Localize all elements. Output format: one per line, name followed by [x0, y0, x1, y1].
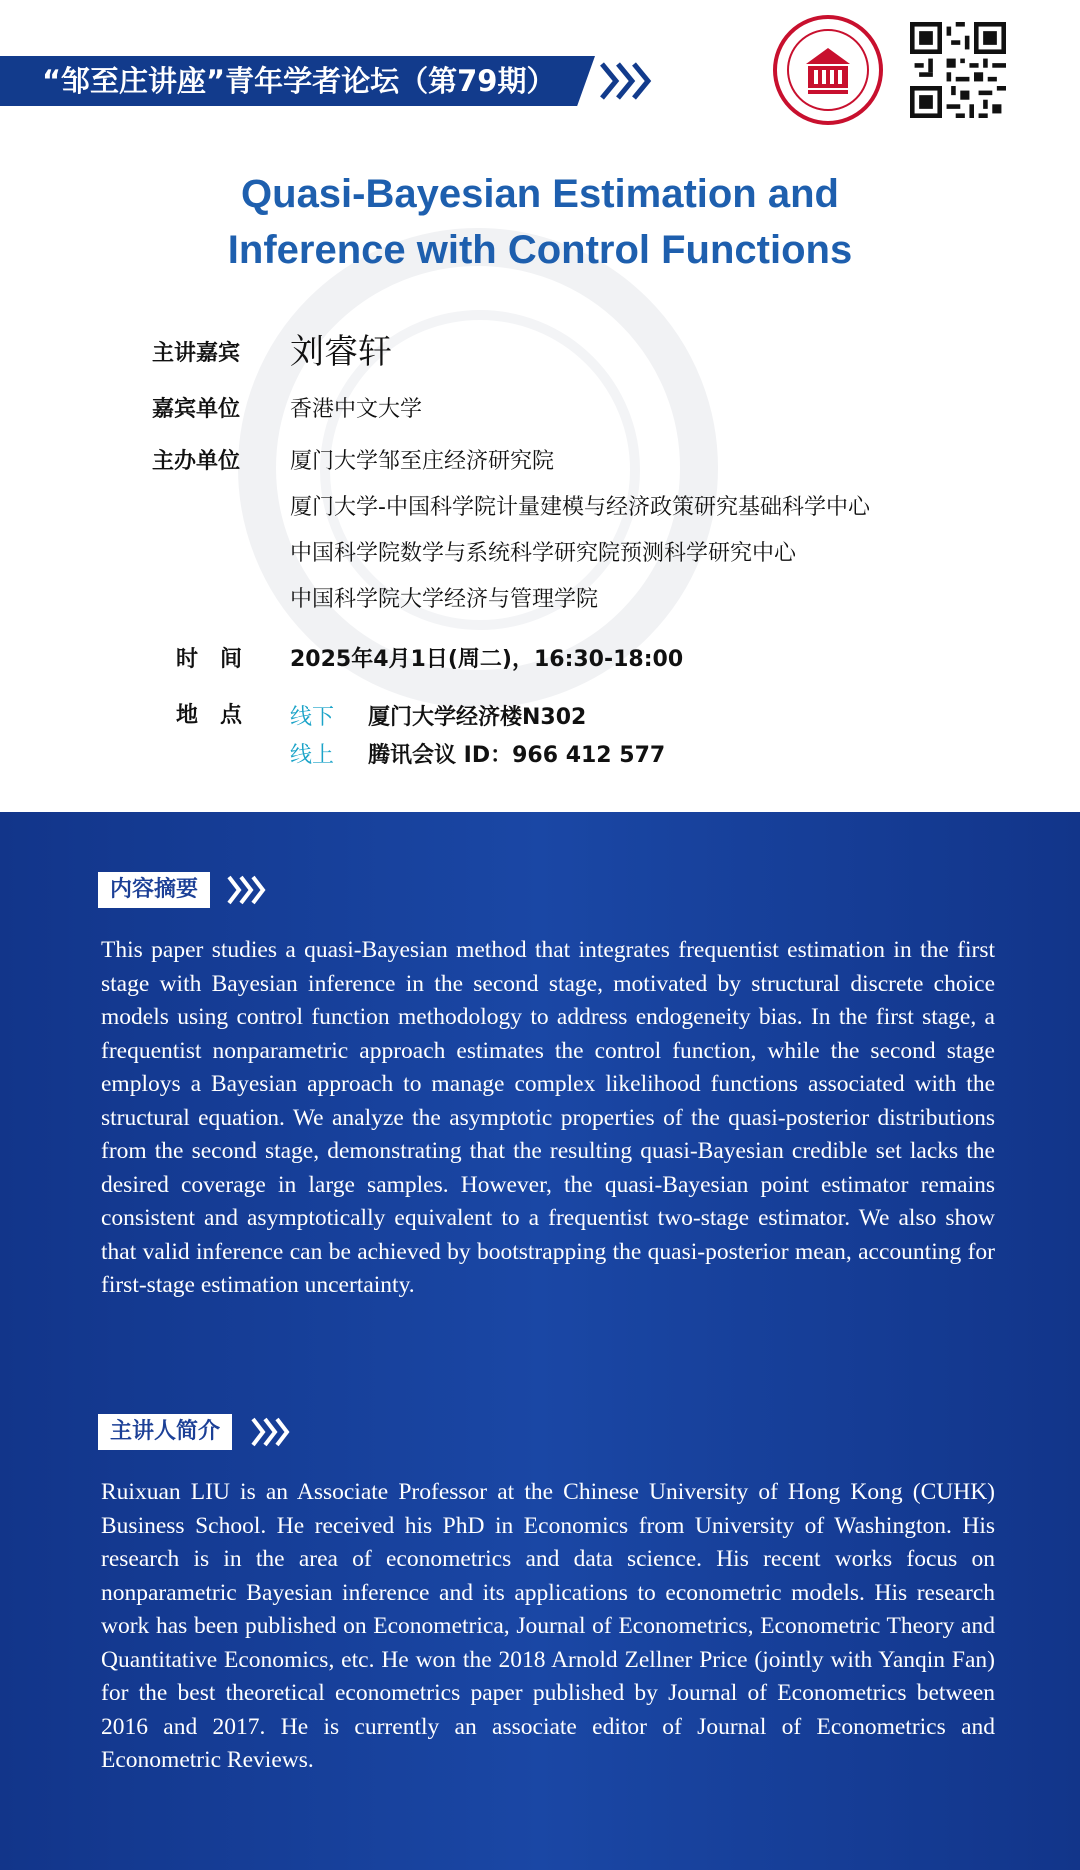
qr-code-icon [910, 22, 1006, 118]
chevron-right-icon [226, 872, 268, 908]
time-label: 时 间 [176, 647, 243, 672]
online-tag: 线上 [290, 743, 335, 768]
talk-title [0, 166, 1080, 278]
series-title: “邹至庄讲座”青年学者论坛（第79期） [42, 64, 556, 98]
speaker-name: 刘睿轩 [290, 332, 392, 372]
speaker-label: 主讲嘉宾 [152, 341, 241, 366]
offline-tag: 线下 [290, 705, 335, 730]
abstract-heading: 内容摘要 [98, 872, 210, 908]
time-value: 2025年4月1日(周二)，16:30-18:00 [290, 647, 684, 672]
poster-top-section [0, 0, 1080, 812]
place-label: 地 点 [176, 703, 243, 728]
host-item: 厦门大学-中国科学院计量建模与经济政策研究基础科学中心 [290, 495, 870, 520]
chevron-right-icon [598, 56, 658, 106]
abstract-text: This paper studies a quasi-Bayesian method that integrates frequentist estimation in the first stage with Bayesian inference in the second stage, motivated by structural discrete choice models using control function methodology to address endogeneity bias. In the first stage, a frequentist nonparametric approach estimates the control function, while the second stage employs a Bayesian approach to manage complex likelihood functions associated with the structural equation. We analyze the asymptotic properties of the quasi-posterior distributions from the second stage, demonstrating that the resulting quasi-Bayesian credible set lacks the desired coverage in large samples. However, the quasi-Bayesian point estimator remains consistent and asymptotically equivalent to a frequentist two-stage estimator. We also show that valid inference can be achieved by bootstrapping the quasi-posterior mean, accounting for first-stage estimation uncertainty. [101, 937, 995, 1298]
offline-location: 厦门大学经济楼N302 [368, 705, 587, 730]
affiliation-value: 香港中文大学 [290, 397, 423, 422]
talk-title-line2: Inference with Control Functions [227, 228, 853, 272]
bio-heading: 主讲人简介 [98, 1414, 232, 1450]
institute-seal-icon [772, 14, 884, 126]
bio-text: Ruixuan LIU is an Associate Professor at the Chinese University of Hong Kong (CUHK) Business School. He received his PhD in Economics from University of Washington. His research is in the area of econometrics and data science. His recent works focus on nonparametric Bayesian inference and its applications to econometric models. His research work has been published on Econometrica, Journal of Econometrics, Econometric Theory and Quantitative Economics, etc. He won the 2018 Arnold Zellner Price (jointly with Yanqin Fan) for the best theoretical econometrics paper published by Journal of Econometrics between 2016 and 2017. He is currently an associate editor of Journal of Econometrics and Econometric Reviews. [101, 1479, 995, 1773]
poster-bottom-section [0, 812, 1080, 1870]
host-item: 厦门大学邹至庄经济研究院 [290, 449, 555, 474]
chevron-right-icon [250, 1414, 292, 1450]
affiliation-label: 嘉宾单位 [152, 397, 241, 422]
online-meeting: 腾讯会议 ID：966 412 577 [368, 743, 666, 768]
host-item: 中国科学院数学与系统科学研究院预测科学研究中心 [290, 541, 797, 566]
host-label: 主办单位 [152, 449, 241, 474]
host-item: 中国科学院大学经济与管理学院 [290, 587, 599, 612]
talk-title-line1: Quasi-Bayesian Estimation and [241, 172, 839, 216]
